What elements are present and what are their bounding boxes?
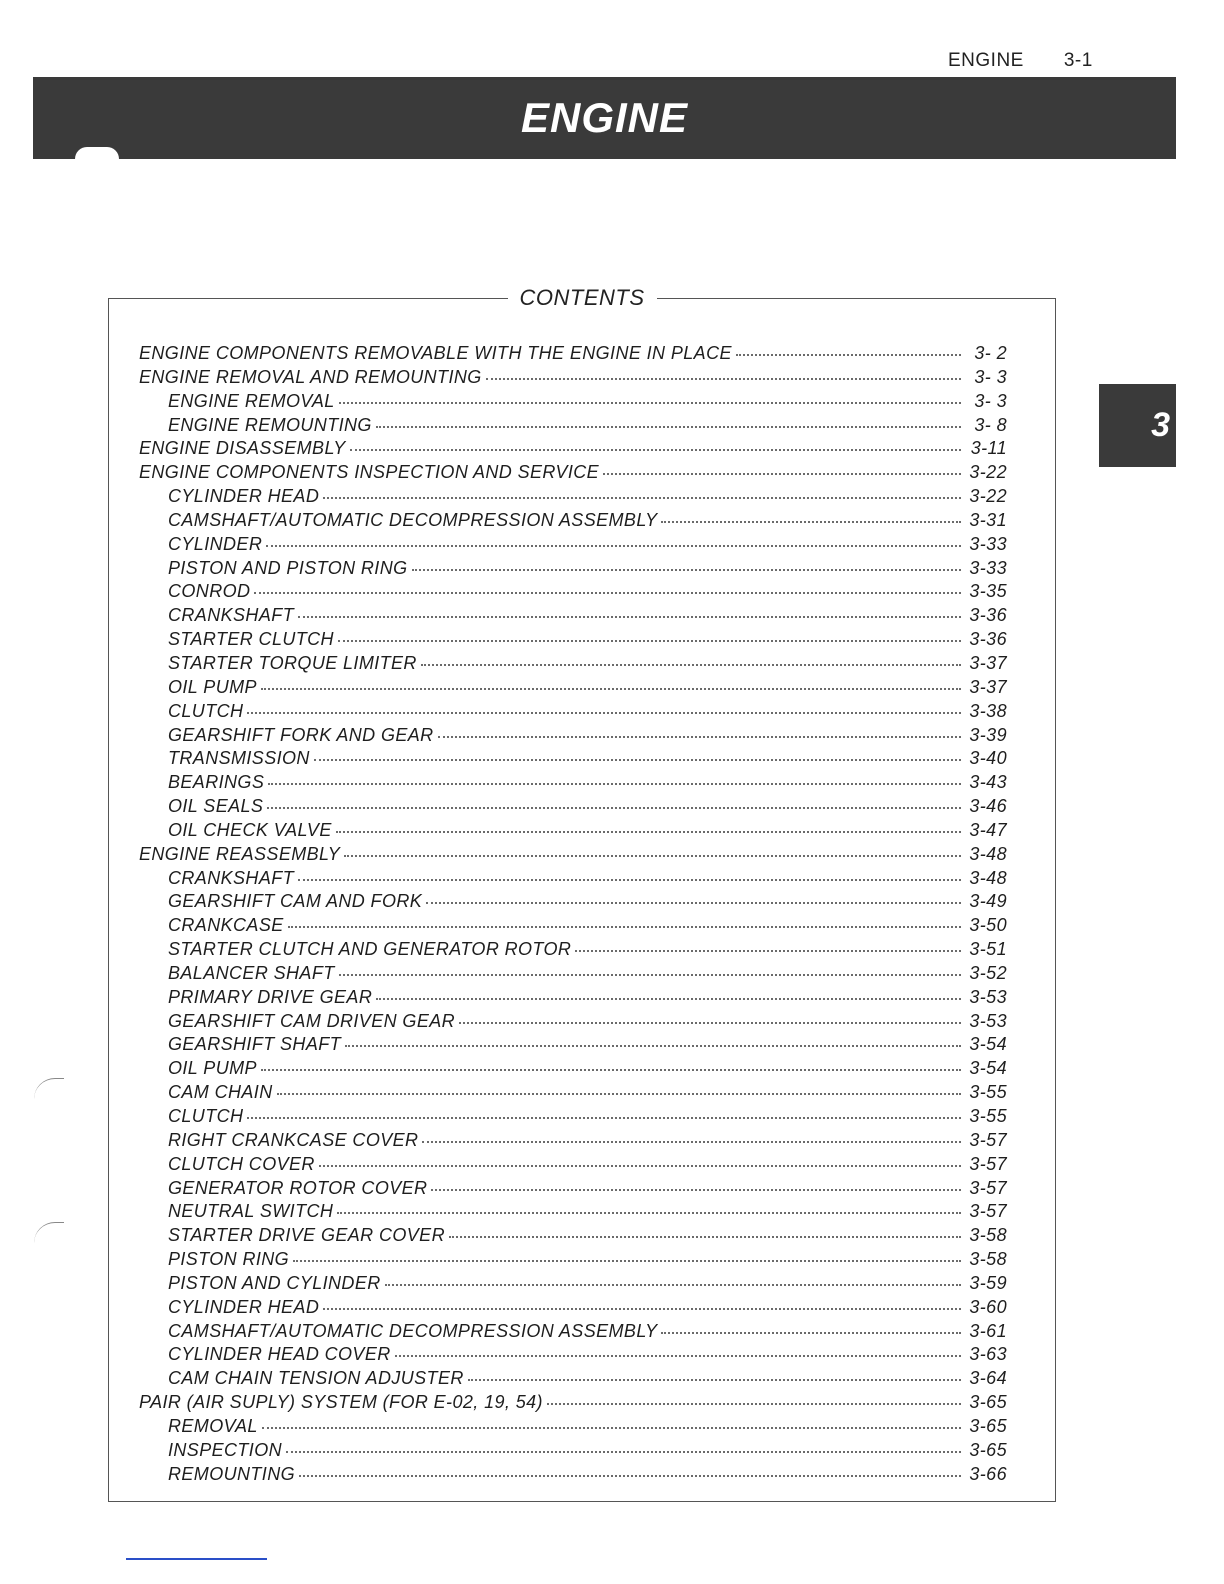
toc-entry-page: 3-46	[969, 796, 1007, 817]
dot-leader	[395, 1341, 961, 1357]
toc-entry-label: PRIMARY DRIVE GEAR	[168, 986, 373, 1007]
toc-entry-page: 3-57	[969, 1129, 1007, 1150]
toc-entry-label: CONROD	[168, 581, 251, 602]
toc-entry-label: REMOUNTING	[168, 1463, 295, 1484]
toc-entry-label: OIL PUMP	[168, 676, 257, 697]
dot-leader	[412, 555, 961, 571]
chapter-banner	[33, 77, 1176, 159]
toc-entry-page: 3-47	[969, 819, 1007, 840]
dot-leader	[339, 960, 961, 976]
dot-leader	[247, 1103, 961, 1119]
dot-leader	[336, 817, 961, 833]
toc-entry-label: CAMSHAFT/AUTOMATIC DECOMPRESSION ASSEMBLY	[168, 509, 658, 530]
toc-entry-page: 3-37	[969, 676, 1007, 697]
toc-entry-label: ENGINE REASSEMBLY	[139, 843, 341, 864]
toc-entry-label: PISTON AND PISTON RING	[168, 557, 408, 578]
dot-leader	[431, 1175, 961, 1191]
dot-leader	[337, 1198, 961, 1214]
dot-leader	[267, 793, 961, 809]
binding-hole-mark	[34, 1078, 64, 1099]
toc-entry-label: RIGHT CRANKCASE COVER	[168, 1129, 419, 1150]
dot-leader	[286, 1437, 961, 1453]
dot-leader	[345, 1031, 961, 1047]
toc-entry-page: 3-61	[969, 1320, 1007, 1341]
dot-leader	[426, 888, 961, 904]
toc-entry-page: 3-33	[969, 533, 1007, 554]
toc-entry-page: 3-57	[969, 1177, 1007, 1198]
toc-entry-page: 3-53	[969, 986, 1007, 1007]
dot-leader	[438, 722, 961, 738]
toc-entry-label: ENGINE DISASSEMBLY	[139, 438, 346, 459]
toc-entry-label: GEARSHIFT CAM AND FORK	[168, 891, 423, 912]
toc-entry-label: REMOVAL	[168, 1415, 258, 1436]
toc-entry-page: 3-37	[969, 652, 1007, 673]
toc-entry-page: 3-35	[969, 581, 1007, 602]
toc-entry-page: 3-57	[969, 1153, 1007, 1174]
dot-leader	[661, 507, 961, 523]
toc-entry-label: STARTER TORQUE LIMITER	[168, 652, 417, 673]
dot-leader	[376, 412, 961, 428]
toc-entry-page: 3-39	[969, 724, 1007, 745]
dot-leader	[247, 698, 961, 714]
toc-entry-page: 3-55	[969, 1106, 1007, 1126]
toc-entry-page: 3-54	[969, 1034, 1007, 1055]
header-page-number: 3-1	[1063, 50, 1093, 71]
toc-entry-page: 3- 8	[974, 414, 1007, 435]
table-of-contents	[139, 343, 1007, 1488]
toc-entry-page: 3-57	[969, 1201, 1007, 1222]
toc-entry-page: 3-36	[969, 605, 1007, 626]
toc-entry-label: CYLINDER	[168, 533, 263, 554]
toc-entry-page: 3-38	[969, 700, 1007, 721]
toc-entry-label: ENGINE REMOVAL	[168, 390, 335, 411]
dot-leader	[575, 936, 961, 952]
dot-leader	[449, 1222, 961, 1238]
dot-leader	[299, 1461, 961, 1477]
dot-leader	[376, 984, 961, 1000]
chapter-number: 3	[1151, 406, 1170, 444]
toc-entry-label: CRANKSHAFT	[168, 605, 295, 626]
dot-leader	[277, 1079, 961, 1095]
toc-entry-label: CYLINDER HEAD	[168, 486, 320, 507]
toc-entry-page: 3-43	[969, 772, 1007, 793]
toc-entry-label: NEUTRAL SWITCH	[168, 1201, 334, 1222]
toc-entry-page: 3-64	[969, 1368, 1007, 1389]
dot-leader	[323, 1294, 961, 1310]
toc-entry-page: 3-48	[969, 843, 1007, 864]
toc-entry-page: 3-40	[969, 748, 1007, 769]
toc-entry-page: 3-65	[969, 1392, 1007, 1413]
toc-entry-label: BALANCER SHAFT	[168, 962, 335, 983]
running-header	[948, 50, 1093, 72]
toc-entry-page: 3-59	[969, 1272, 1007, 1293]
toc-entry-page: 3-55	[969, 1082, 1007, 1103]
contents-title: CONTENTS	[508, 285, 657, 310]
dot-leader	[736, 340, 961, 356]
dot-leader	[385, 1270, 961, 1286]
toc-entry-label: GEARSHIFT SHAFT	[168, 1034, 342, 1055]
toc-entry-label: GEARSHIFT CAM DRIVEN GEAR	[168, 1010, 456, 1031]
toc-entry-page: 3-31	[969, 509, 1007, 530]
contents-heading	[109, 285, 1055, 311]
dot-leader	[421, 650, 961, 666]
dot-leader	[293, 1246, 961, 1262]
toc-entry-label: CRANKCASE	[168, 915, 284, 936]
toc-entry-label: STARTER CLUTCH AND GENERATOR ROTOR	[168, 939, 572, 960]
dot-leader	[254, 578, 961, 594]
toc-entry-label: OIL PUMP	[168, 1058, 257, 1079]
dot-leader	[268, 769, 961, 785]
dot-leader	[603, 459, 961, 475]
toc-entry-label: STARTER DRIVE GEAR COVER	[168, 1225, 445, 1246]
dot-leader	[338, 626, 961, 642]
toc-entry-page: 3-48	[969, 867, 1007, 888]
toc-entry-page: 3-36	[969, 629, 1007, 650]
header-section: ENGINE	[948, 50, 1024, 71]
dot-leader	[298, 865, 961, 881]
toc-entry-label: CYLINDER HEAD COVER	[168, 1344, 391, 1365]
toc-entry-page: 3-52	[969, 962, 1007, 983]
dot-leader	[459, 1008, 961, 1024]
toc-entry-label: CAMSHAFT/AUTOMATIC DECOMPRESSION ASSEMBLY	[168, 1320, 658, 1341]
dot-leader	[288, 912, 961, 928]
toc-entry-page: 3-22	[969, 486, 1007, 507]
dot-leader	[319, 1151, 961, 1167]
toc-entry-page: 3-50	[969, 915, 1007, 936]
toc-entry-page: 3- 3	[974, 390, 1007, 411]
banner-notch	[75, 147, 119, 159]
toc-entry-label: GENERATOR ROTOR COVER	[168, 1177, 428, 1198]
dot-leader	[547, 1389, 961, 1405]
toc-entry-label: ENGINE COMPONENTS REMOVABLE WITH THE ENGINE IN PLACE	[139, 343, 732, 363]
toc-entry-label: CYLINDER HEAD	[168, 1296, 320, 1317]
dot-leader	[344, 841, 961, 857]
toc-entry-label: CAM CHAIN	[168, 1082, 273, 1103]
toc-entry-page: 3-49	[969, 891, 1007, 912]
toc-entry-page: 3-58	[969, 1249, 1007, 1270]
toc-entry-label: CLUTCH	[168, 700, 244, 721]
dot-leader	[323, 483, 961, 499]
chapter-index-tab	[1099, 384, 1176, 467]
toc-entry-page: 3-60	[969, 1296, 1007, 1317]
toc-entry-label: ENGINE REMOUNTING	[168, 414, 372, 435]
chapter-title: ENGINE	[520, 94, 689, 141]
toc-entry-label: GEARSHIFT FORK AND GEAR	[168, 724, 434, 745]
toc-entry-page: 3-51	[969, 939, 1007, 960]
dot-leader	[339, 388, 961, 404]
toc-entry-label: OIL SEALS	[168, 796, 264, 817]
toc-entry-page: 3-53	[969, 1010, 1007, 1031]
dot-leader	[468, 1365, 961, 1381]
dot-leader	[422, 1127, 961, 1143]
dot-leader	[486, 364, 961, 380]
toc-entry-label: ENGINE COMPONENTS INSPECTION AND SERVICE	[139, 462, 600, 483]
toc-entry-page: 3-63	[969, 1344, 1007, 1365]
toc-entry-label: ENGINE REMOVAL AND REMOUNTING	[139, 366, 482, 387]
contents-box	[108, 285, 1056, 1502]
dot-leader	[262, 1413, 961, 1429]
binding-hole-mark	[34, 1222, 64, 1243]
toc-entry-page: 3-58	[969, 1225, 1007, 1246]
toc-entry-page: 3-54	[969, 1058, 1007, 1079]
toc-entry-page: 3-65	[969, 1439, 1007, 1460]
toc-entry-label: CAM CHAIN TENSION ADJUSTER	[168, 1368, 464, 1389]
toc-entry-page: 3-65	[969, 1415, 1007, 1436]
toc-entry-page: 3-22	[969, 462, 1007, 483]
dot-leader	[661, 1318, 961, 1334]
toc-entry-label: CRANKSHAFT	[168, 867, 295, 888]
toc-entry[interactable]	[139, 1464, 1007, 1488]
toc-entry-label: STARTER CLUTCH	[168, 629, 334, 650]
toc-entry-label: OIL CHECK VALVE	[168, 819, 332, 840]
toc-entry-page: 3- 3	[974, 366, 1007, 387]
toc-entry-label: PISTON RING	[168, 1249, 290, 1270]
dot-leader	[298, 602, 961, 618]
dot-leader	[266, 531, 961, 547]
toc-entry-page: 3-66	[969, 1463, 1007, 1484]
toc-entry-page: 3- 2	[974, 343, 1007, 363]
toc-entry-page: 3-11	[970, 438, 1007, 459]
toc-entry-label: PAIR (AIR SUPLY) SYSTEM (FOR E-02, 19, 54)	[139, 1392, 543, 1413]
bottom-rule	[126, 1558, 267, 1560]
dot-leader	[261, 1055, 961, 1071]
toc-entry-label: BEARINGS	[168, 772, 265, 793]
toc-entry-label: TRANSMISSION	[168, 748, 310, 769]
toc-entry-page: 3-33	[969, 557, 1007, 578]
dot-leader	[261, 674, 961, 690]
dot-leader	[314, 745, 961, 761]
dot-leader	[350, 435, 961, 451]
toc-entry-label: PISTON AND CYLINDER	[168, 1272, 381, 1293]
toc-entry-label: CLUTCH COVER	[168, 1153, 315, 1174]
toc-entry-label: INSPECTION	[168, 1439, 283, 1460]
toc-entry-label: CLUTCH	[168, 1106, 244, 1126]
